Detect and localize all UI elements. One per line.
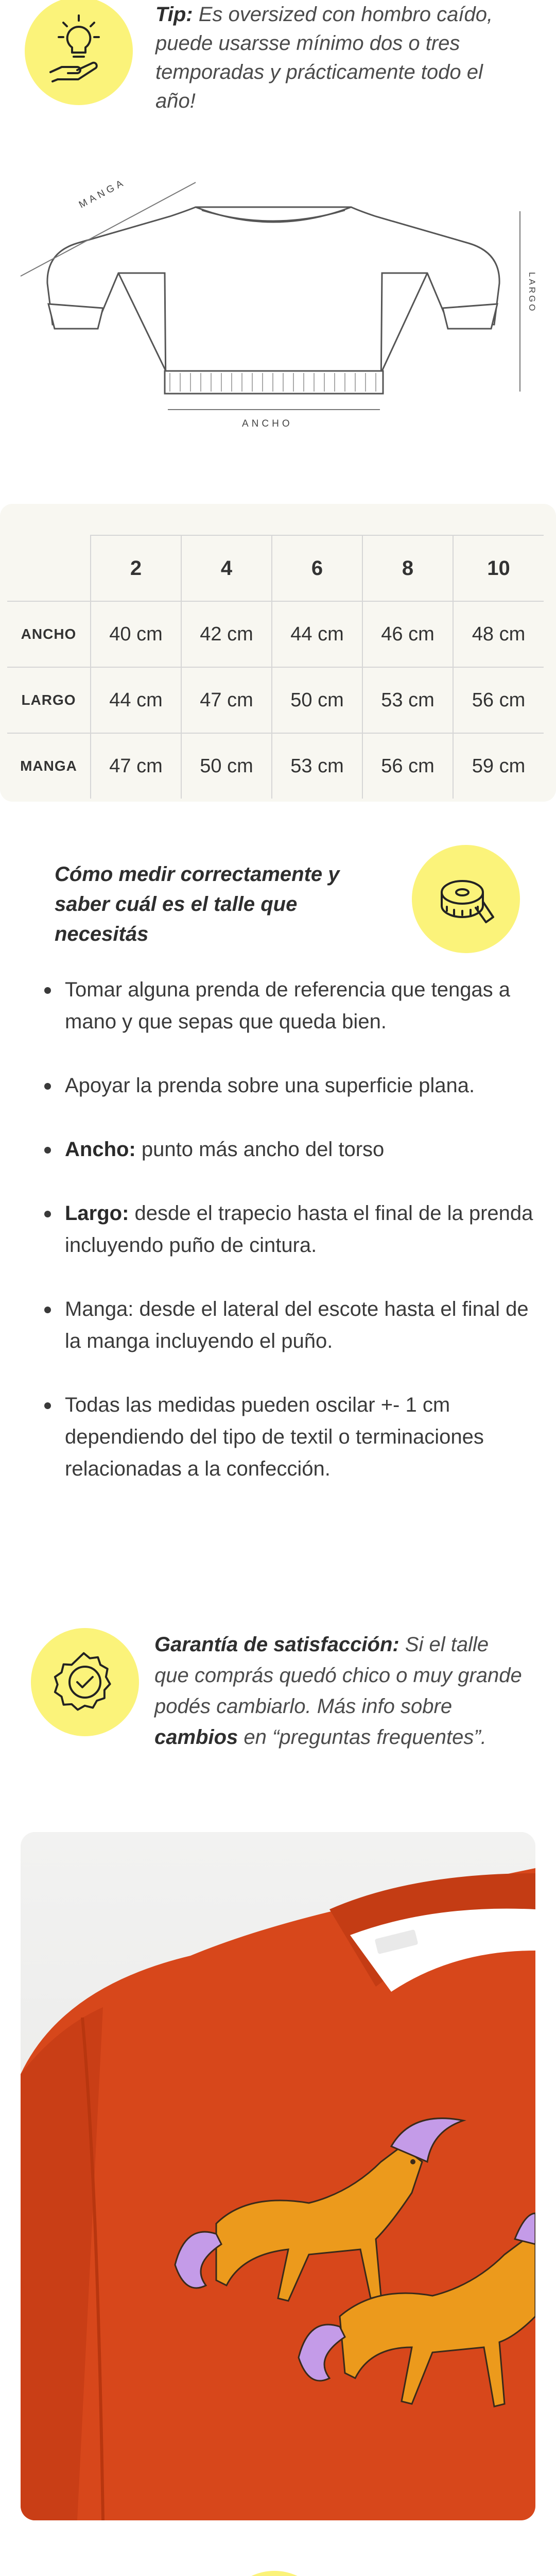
table-cell: 48 cm — [453, 601, 544, 667]
row-label: ANCHO — [7, 601, 91, 667]
table-row — [7, 733, 544, 799]
tape-measure-icon — [432, 866, 499, 933]
size-header: 6 — [272, 535, 362, 601]
measure-list — [40, 974, 534, 1517]
list-item: Tomar alguna prenda de referencia que tengas a mano y que sepas que queda bien. — [40, 974, 534, 1038]
table-row — [7, 667, 544, 733]
table-cell: 42 cm — [181, 601, 272, 667]
list-item: Todas las medidas pueden oscilar +- 1 cm dependiendo del tipo de textil o terminaciones relacionadas a la confección. — [40, 1389, 534, 1485]
largo-label: LARGO — [527, 272, 537, 313]
table-cell: 53 cm — [272, 733, 362, 799]
size-header: 8 — [362, 535, 453, 601]
size-header: 4 — [181, 535, 272, 601]
table-cell: 40 cm — [91, 601, 181, 667]
badge-check-icon — [51, 1649, 118, 1716]
table-cell: 56 cm — [453, 667, 544, 733]
table-cell: 50 cm — [272, 667, 362, 733]
table-cell: 50 cm — [181, 733, 272, 799]
size-header: 2 — [91, 535, 181, 601]
lightbulb-hand-icon — [45, 11, 112, 83]
list-item: Largo: desde el trapecio hasta el final de la prenda incluyendo puño de cintura. — [40, 1197, 534, 1261]
ancho-label: ANCHO — [242, 418, 293, 429]
guarantee-text: Garantía de satisfacción: Si el talle que comprás quedó chico o muy grande podés cambiarlo. Más info sobre cambios en “preguntas frequentes”. — [154, 1633, 522, 1749]
list-item: Ancho: punto más ancho del torso — [40, 1133, 534, 1165]
product-photo — [21, 1832, 535, 2520]
sweater-photo-illustration — [21, 1832, 535, 2520]
manga-label: MANGA — [77, 177, 128, 211]
row-label: MANGA — [7, 733, 91, 799]
tip-text: Tip: Es oversized con hombro caído, puede usarsse mínimo dos o tres temporadas y prácticamente todo el año! — [155, 3, 493, 112]
table-cell: 47 cm — [181, 667, 272, 733]
table-cell: 53 cm — [362, 667, 453, 733]
measure-title: Cómo medir correctamente y saber cuál es el talle que necesitás — [55, 863, 340, 945]
table-cell: 44 cm — [91, 667, 181, 733]
size-header: 10 — [453, 535, 544, 601]
table-cell: 47 cm — [91, 733, 181, 799]
table-corner — [7, 535, 91, 601]
sweater-measurement-diagram — [15, 175, 541, 433]
size-table — [7, 535, 544, 799]
list-item: Apoyar la prenda sobre una superficie plana. — [40, 1070, 534, 1101]
table-row — [7, 601, 544, 667]
table-cell: 56 cm — [362, 733, 453, 799]
list-item: Manga: desde el lateral del escote hasta el final de la manga incluyendo el puño. — [40, 1293, 534, 1357]
table-cell: 59 cm — [453, 733, 544, 799]
row-label: LARGO — [7, 667, 91, 733]
table-cell: 46 cm — [362, 601, 453, 667]
closing-icon-circle — [220, 2571, 328, 2576]
cambios-link[interactable]: cambios — [154, 1726, 238, 1749]
size-table-header-row — [7, 535, 544, 601]
table-cell: 44 cm — [272, 601, 362, 667]
